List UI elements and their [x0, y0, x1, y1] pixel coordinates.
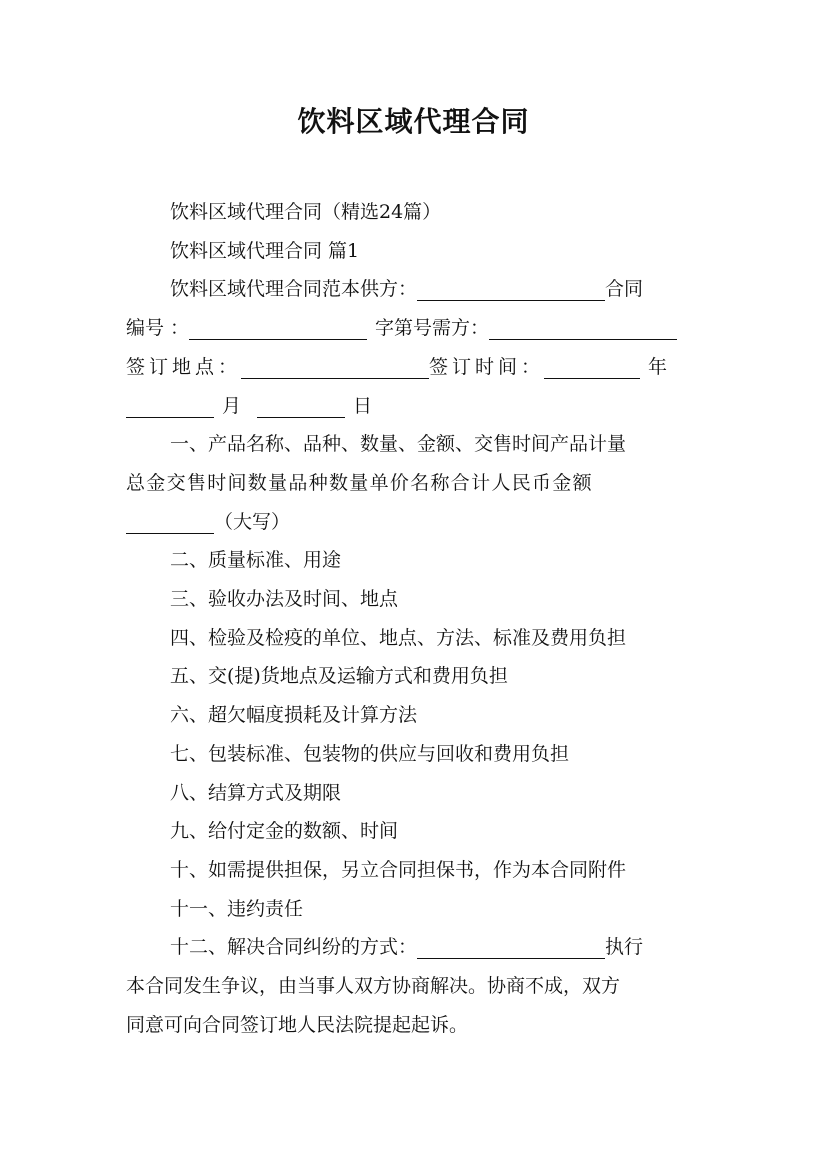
clause-1-line-3: [126, 503, 702, 542]
clause-1-line-2: 总金交售时间数量品种数量单价名称合计人民币金额: [126, 471, 593, 494]
clause-12-line-3: 同意可向合同签订地人民法院提起起诉。: [126, 1013, 469, 1036]
clause-1-line-1: 一、产品名称、品种、数量、金额、交售时间产品计量: [170, 433, 627, 456]
buyer-blank: [489, 315, 677, 340]
clause-4: 四、检验及检疫的单位、地点、方法、标准及费用负担: [170, 626, 627, 649]
document-body: [126, 193, 702, 1044]
contract-label: 合同: [605, 278, 644, 301]
document-title: 饮料区域代理合同: [297, 105, 530, 138]
clause-12-line-2: 本合同发生争议，由当事人双方协商解决。协商不成，双方: [126, 975, 621, 998]
place-line: [126, 348, 702, 387]
clause-7: 七、包装标准、包装物的供应与回收和费用负担: [170, 742, 570, 765]
clause-2: 二、质量标准、用途: [170, 549, 342, 572]
number-blank: [189, 315, 367, 340]
buyer-label: 字第号需方：: [375, 317, 490, 340]
clause-11: 十一、违约责任: [170, 897, 304, 920]
date-label: 签订时间：: [429, 355, 545, 378]
dispute-blank: [417, 934, 605, 959]
clause-12-line-1: [126, 928, 702, 967]
number-line: [126, 309, 702, 348]
place-blank: [241, 354, 429, 379]
execute-label: 执行: [605, 936, 644, 959]
clause-10: 十、如需提供担保，另立合同担保书，作为本合同附件: [170, 858, 627, 881]
supplier-label: 饮料区域代理合同范本供方：: [170, 278, 418, 301]
supplier-line: [126, 270, 702, 309]
number-label: 编号 ：: [126, 317, 190, 340]
heading: 饮料区域代理合同（精选24篇）: [170, 201, 442, 223]
clause-9: 九、给付定金的数额、时间: [170, 820, 399, 843]
clause-5: 五、交(提)货地点及运输方式和费用负担: [170, 665, 508, 688]
dispute-label: 十二、解决合同纠纷的方式：: [170, 936, 418, 959]
year-label: 年: [648, 355, 668, 378]
subheading: 饮料区域代理合同 篇1: [170, 239, 360, 262]
day-label: 日: [353, 394, 373, 417]
supplier-blank: [417, 276, 605, 301]
clause-8: 八、结算方式及期限: [170, 781, 342, 804]
amount-caps-label: （大写）: [214, 510, 291, 533]
month-blank: [126, 393, 214, 418]
clause-3: 三、验收办法及时间、地点: [170, 588, 399, 611]
place-label: 签订地点：: [126, 355, 242, 378]
month-label: 月: [222, 394, 242, 417]
clause-6: 六、超欠幅度损耗及计算方法: [170, 704, 418, 727]
day-blank: [257, 393, 345, 418]
amount-blank: [126, 509, 214, 534]
date-line: [126, 387, 702, 426]
year-blank: [544, 354, 640, 379]
